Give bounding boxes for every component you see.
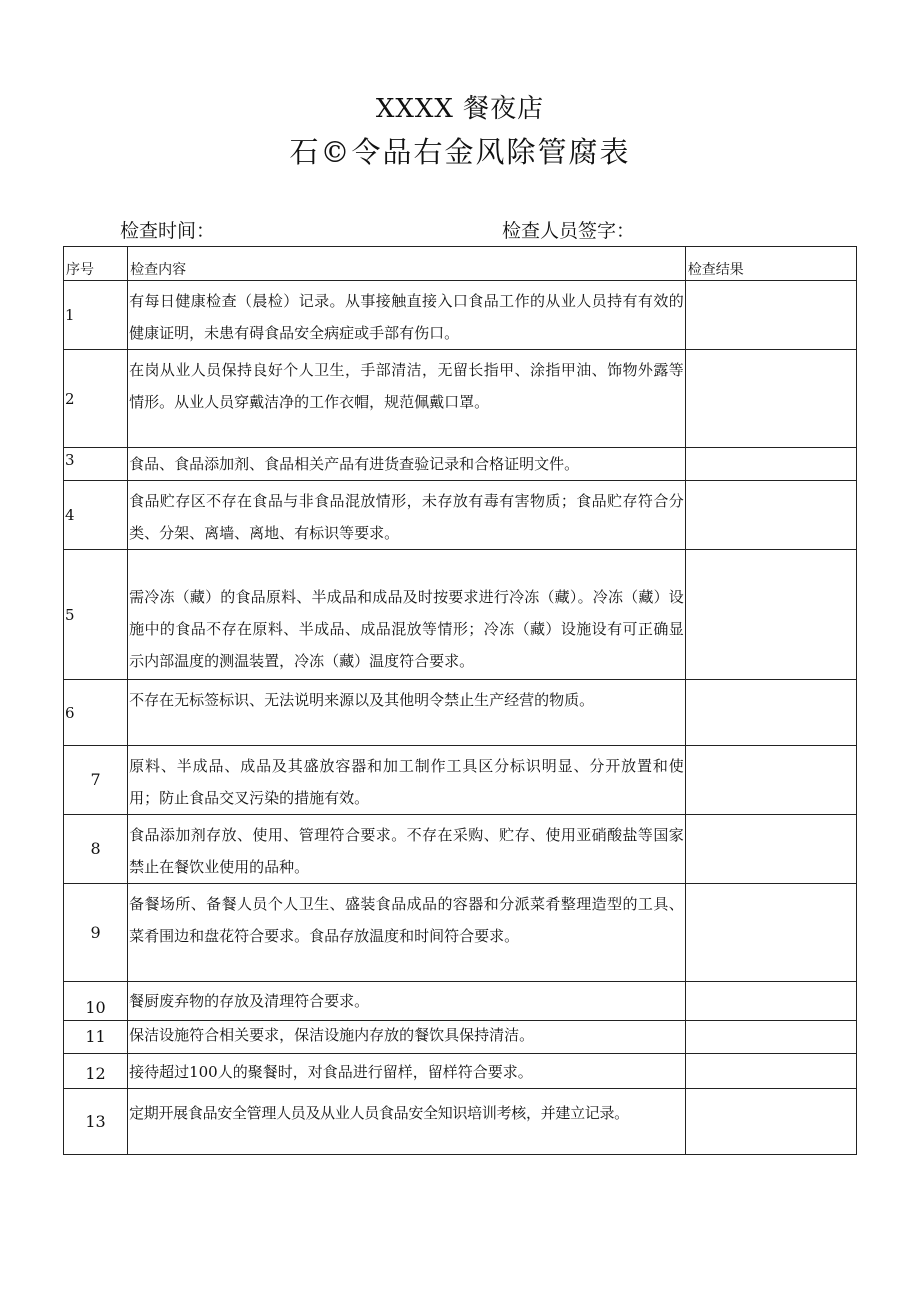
table-row [64,680,857,746]
row-number: 5 [64,550,128,680]
row-result-cell[interactable] [685,680,856,746]
row-content: 保洁设施符合相关要求，保洁设施内存放的餐饮具保持清洁。 [128,1021,686,1054]
row-content: 食品、食品添加剂、食品相关产品有进货查验记录和合格证明文件。 [128,448,686,481]
row-number: 12 [64,1054,128,1089]
row-content: 在岗从业人员保持良好个人卫生，手部清洁，无留长指甲、涂指甲油、饰物外露等情形。从业人员穿戴洁净的工作衣帽，规范佩戴口罩。 [128,350,686,448]
table-row [64,746,857,815]
row-content: 备餐场所、备餐人员个人卫生、盛装食品成品的容器和分派菜肴整理造型的工具、菜肴围边和盘花符合要求。食品存放温度和时间符合要求。 [128,884,686,982]
table-row [64,481,857,550]
restaurant-title: XXXX 餐夜店 [375,94,545,124]
table-row [64,1021,857,1054]
row-number: 3 [64,448,128,481]
row-result-cell[interactable] [685,481,856,550]
row-number: 7 [64,746,128,815]
table-row [64,1089,857,1155]
form-title: 石©令品右金风除管腐表 [289,135,631,169]
row-content: 定期开展食品安全管理人员及从业人员食品安全知识培训考核，并建立记录。 [128,1089,686,1155]
table-row [64,1054,857,1089]
row-result-cell[interactable] [685,815,856,884]
table-row [64,448,857,481]
row-result-cell[interactable] [685,1054,856,1089]
row-number: 4 [64,481,128,550]
row-content: 原料、半成品、成品及其盛放容器和加工制作工具区分标识明显、分开放置和使用；防止食品交叉污染的措施有效。 [128,746,686,815]
row-result-cell[interactable] [685,281,856,350]
row-number: 8 [64,815,128,884]
row-content: 需冷冻（藏）的食品原料、半成品和成品及时按要求进行冷冻（藏）。冷冻（藏）设施中的食品不存在原料、半成品、成品混放等情形；冷冻（藏）设施设有可正确显示内部温度的测温装置，冷冻（藏）温度符合要求。 [128,550,686,680]
row-content: 食品添加剂存放、使用、管理符合要求。不存在采购、贮存、使用亚硝酸盐等国家禁止在餐饮业使用的品种。 [128,815,686,884]
table-row [64,350,857,448]
row-result-cell[interactable] [685,1089,856,1155]
row-result-cell[interactable] [685,884,856,982]
row-content: 有每日健康检查（晨检）记录。从事接触直接入口食品工作的从业人员持有有效的健康证明，未患有碍食品安全病症或手部有伤口。 [128,281,686,350]
table-row [64,281,857,350]
row-content: 不存在无标签标识、无法说明来源以及其他明令禁止生产经营的物质。 [128,680,686,746]
table-row [64,982,857,1021]
row-number: 1 [64,281,128,350]
row-content: 接待超过100人的聚餐时，对食品进行留样，留样符合要求。 [128,1054,686,1089]
row-content: 餐厨废弃物的存放及清理符合要求。 [128,982,686,1021]
row-number: 11 [64,1021,128,1054]
row-result-cell[interactable] [685,982,856,1021]
column-header-result: 检查结果 [685,247,856,281]
row-result-cell[interactable] [685,350,856,448]
row-number: 6 [64,680,128,746]
column-header-content: 检查内容 [128,247,686,281]
row-number: 2 [64,350,128,448]
inspection-table [63,246,857,1155]
row-result-cell[interactable] [685,1021,856,1054]
table-row [64,815,857,884]
row-number: 13 [64,1089,128,1155]
row-number: 10 [64,982,128,1021]
table-header-row [64,247,857,281]
inspector-signature-label: 检查人员签字： [502,220,636,242]
row-content: 食品贮存区不存在食品与非食品混放情形，未存放有毒有害物质；食品贮存符合分类、分架、离墙、离地、有标识等要求。 [128,481,686,550]
row-number: 9 [64,884,128,982]
row-result-cell[interactable] [685,550,856,680]
column-header-number: 序号 [64,247,128,281]
table-row [64,550,857,680]
check-time-label: 检查时间： [120,220,216,242]
row-result-cell[interactable] [685,448,856,481]
row-result-cell[interactable] [685,746,856,815]
table-row [64,884,857,982]
